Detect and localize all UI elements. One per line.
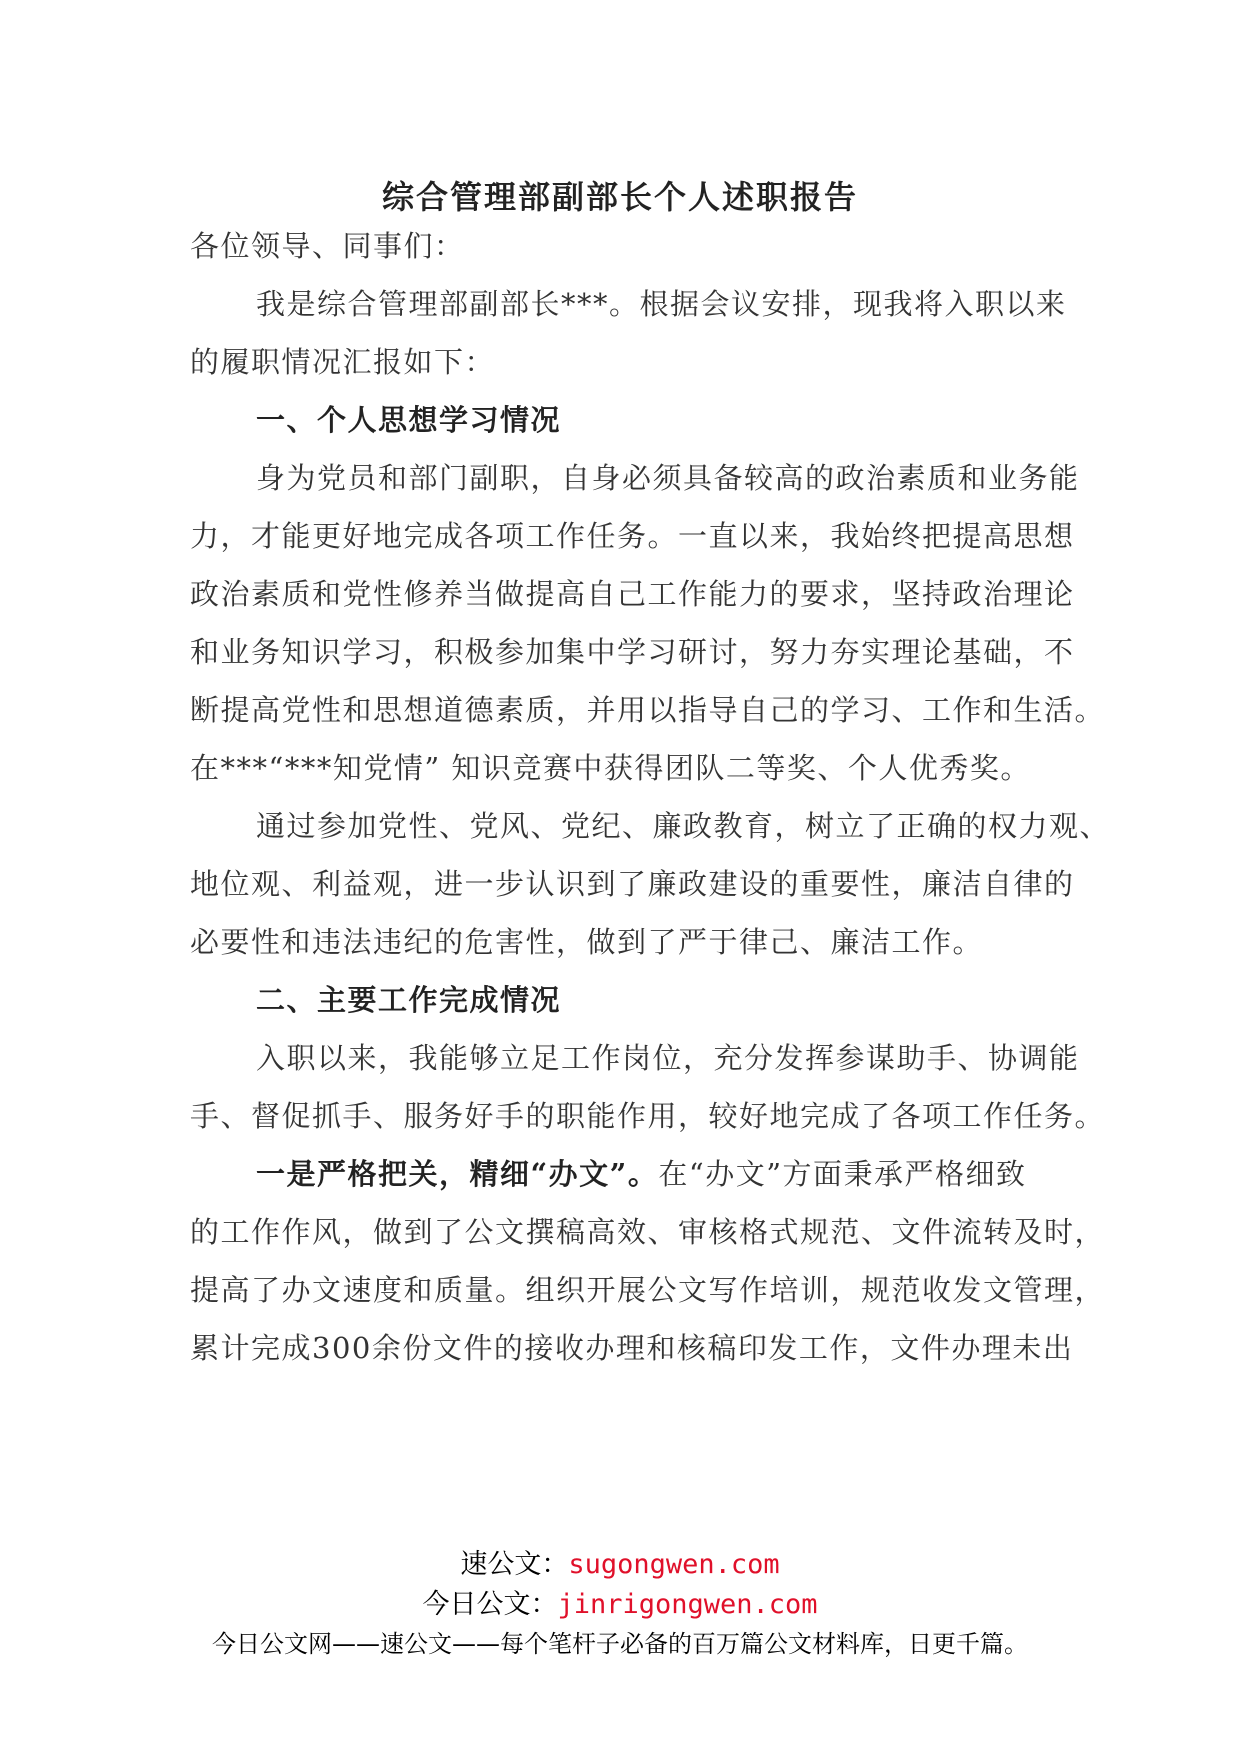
footer-line-2 [0, 1582, 1240, 1621]
footer-link-jinrigongwen[interactable]: jinrigongwen.com [557, 1589, 818, 1620]
paragraph-line: 断提高党性和思想道德素质，并用以指导自己的学习、工作和生活。 [190, 693, 1106, 727]
paragraph-line: 通过参加党性、党风、党纪、廉政教育，树立了正确的权力观、 [256, 809, 1111, 843]
paragraph-line: 提高了办文速度和质量。组织开展公文写作培训，规范收发文管理， [190, 1273, 1106, 1307]
footer-link-sugongwen[interactable]: sugongwen.com [568, 1549, 780, 1580]
paragraph-line: 入职以来，我能够立足工作岗位，充分发挥参谋助手、协调能 [256, 1041, 1080, 1075]
footer-label-1: 速公文： [460, 1549, 569, 1580]
footer-line-1 [0, 1542, 1240, 1581]
paragraph-line: 身为党员和部门副职，自身必须具备较高的政治素质和业务能 [256, 461, 1080, 495]
paragraph-line: 累计完成300余份文件的接收办理和核稿印发工作，文件办理未出 [190, 1331, 1074, 1365]
paragraph-line: 和业务知识学习，积极参加集中学习研讨，努力夯实理论基础，不 [190, 635, 1075, 669]
paragraph-line: 手、督促抓手、服务好手的职能作用，较好地完成了各项工作任务。 [190, 1099, 1106, 1133]
lead-rest-text: 在“办文”方面秉承严格细致 [658, 1157, 1027, 1191]
paragraph-line: 在***“***知党情” 知识竞赛中获得团队二等奖、个人优秀奖。 [190, 751, 1031, 785]
paragraph-line [256, 1154, 1136, 1194]
paragraph-line: 的工作作风，做到了公文撰稿高效、审核格式规范、文件流转及时， [190, 1215, 1106, 1249]
paragraph-line: 地位观、利益观，进一步认识到了廉政建设的重要性，廉洁自律的 [190, 867, 1075, 901]
paragraph-line: 我是综合管理部副部长***。根据会议安排，现我将入职以来 [256, 287, 1067, 321]
paragraph-line: 必要性和违法违纪的危害性，做到了严于律己、廉洁工作。 [190, 925, 984, 959]
footer-label-2: 今日公文： [422, 1589, 558, 1620]
section-heading: 一、个人思想学习情况 [256, 403, 562, 437]
lead-bold-phrase: 一是严格把关，精细“办文”。 [256, 1157, 659, 1191]
paragraph-line: 的履职情况汇报如下： [190, 345, 496, 379]
document-title: 综合管理部副部长个人述职报告 [381, 178, 858, 216]
section-heading: 二、主要工作完成情况 [256, 983, 562, 1017]
salutation: 各位领导、同事们： [190, 229, 465, 263]
paragraph-line: 力，才能更好地完成各项工作任务。一直以来，我始终把提高思想 [190, 519, 1075, 553]
paragraph-line: 政治素质和党性修养当做提高自己工作能力的要求，坚持政治理论 [190, 577, 1075, 611]
footer-tagline: 今日公文网——速公文——每个笔杆子必备的百万篇公文材料库，日更千篇。 [212, 1630, 1028, 1658]
